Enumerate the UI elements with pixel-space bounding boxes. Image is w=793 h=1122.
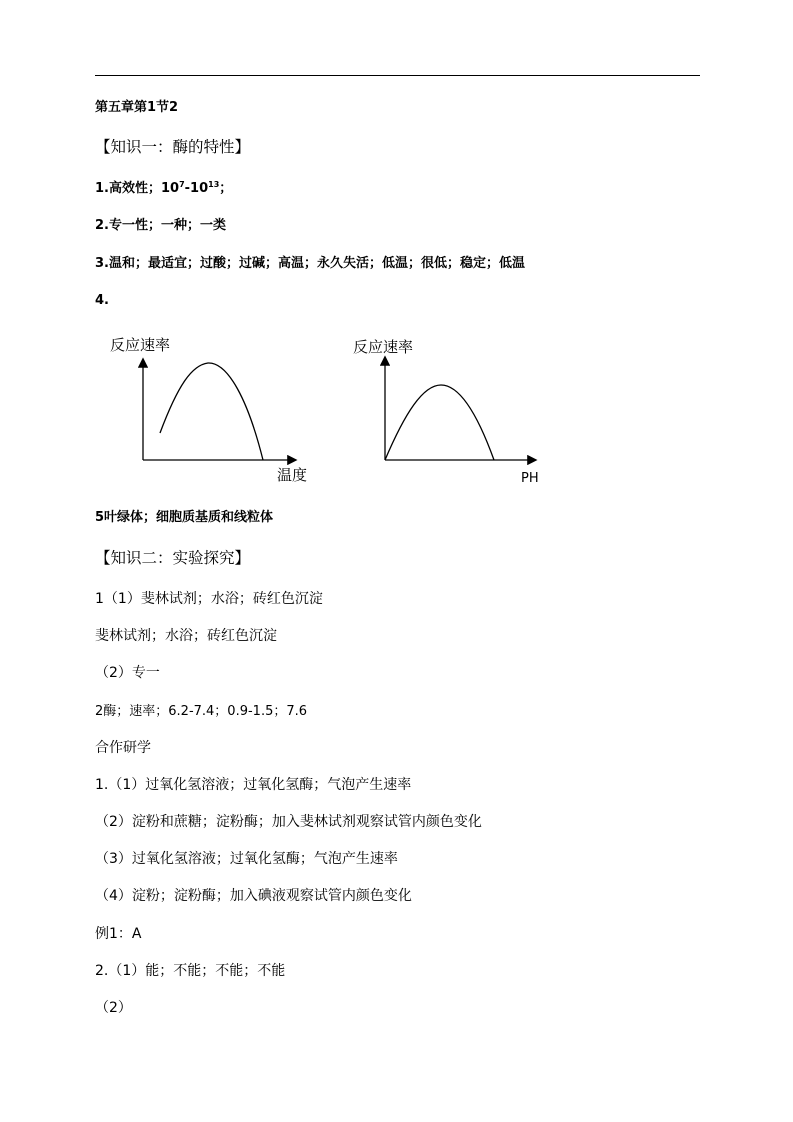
chart1-curve [160, 363, 263, 460]
s2-line-1: 1（1）斐林试剂；水浴；砖红色沉淀 [95, 591, 323, 607]
s2-line-10: 例1：A [95, 926, 142, 942]
chart2-xlabel: PH [521, 471, 539, 486]
header-rule [95, 75, 700, 76]
item-1-suffix: ； [219, 181, 233, 196]
temperature-rate-chart [100, 330, 320, 490]
s2-line-5: 合作研学 [95, 740, 151, 756]
chart1-xlabel: 温度 [277, 466, 308, 484]
s2-line-3: （2）专一 [95, 665, 160, 681]
item-4: 4. [95, 293, 109, 308]
s2-line-2: 斐林试剂；水浴；砖红色沉淀 [95, 628, 277, 644]
section1-heading: 【知识一：酶的特性】 [95, 138, 251, 156]
item-1-mid: -10 [184, 181, 209, 196]
page-title: 第五章第1节2 [95, 100, 179, 115]
item-2: 2.专一性；一种；一类 [95, 218, 226, 233]
s2-line-9: （4）淀粉；淀粉酶；加入碘液观察试管内颜色变化 [95, 888, 412, 904]
chart2-ylabel: 反应速率 [353, 338, 414, 356]
s2-line-7: （2）淀粉和蔗糖；淀粉酶；加入斐林试剂观察试管内颜色变化 [95, 814, 482, 830]
section2-heading: 【知识二：实验探究】 [95, 549, 251, 567]
s2-line-12: （2） [95, 1000, 132, 1016]
item-1-exp1: 7 [179, 180, 185, 189]
item-5: 5叶绿体；细胞质基质和线粒体 [95, 510, 274, 525]
item-1-exp2: 13 [208, 180, 220, 189]
s2-line-8: （3）过氧化氢溶液；过氧化氢酶；气泡产生速率 [95, 851, 398, 867]
chart2-curve [385, 385, 494, 460]
ph-rate-chart [345, 333, 565, 493]
item-3: 3.温和；最适宜；过酸；过碱；高温；永久失活；低温；很低；稳定；低温 [95, 256, 525, 271]
s2-line-11: 2.（1）能；不能；不能；不能 [95, 963, 286, 979]
item-1-prefix: 1.高效性；10 [95, 181, 180, 196]
s2-line-6: 1.（1）过氧化氢溶液；过氧化氢酶；气泡产生速率 [95, 777, 412, 793]
item-1 [95, 180, 232, 198]
chart1-ylabel: 反应速率 [110, 336, 171, 354]
s2-line-4: 2酶；速率；6.2-7.4；0.9-1.5；7.6 [95, 704, 308, 719]
